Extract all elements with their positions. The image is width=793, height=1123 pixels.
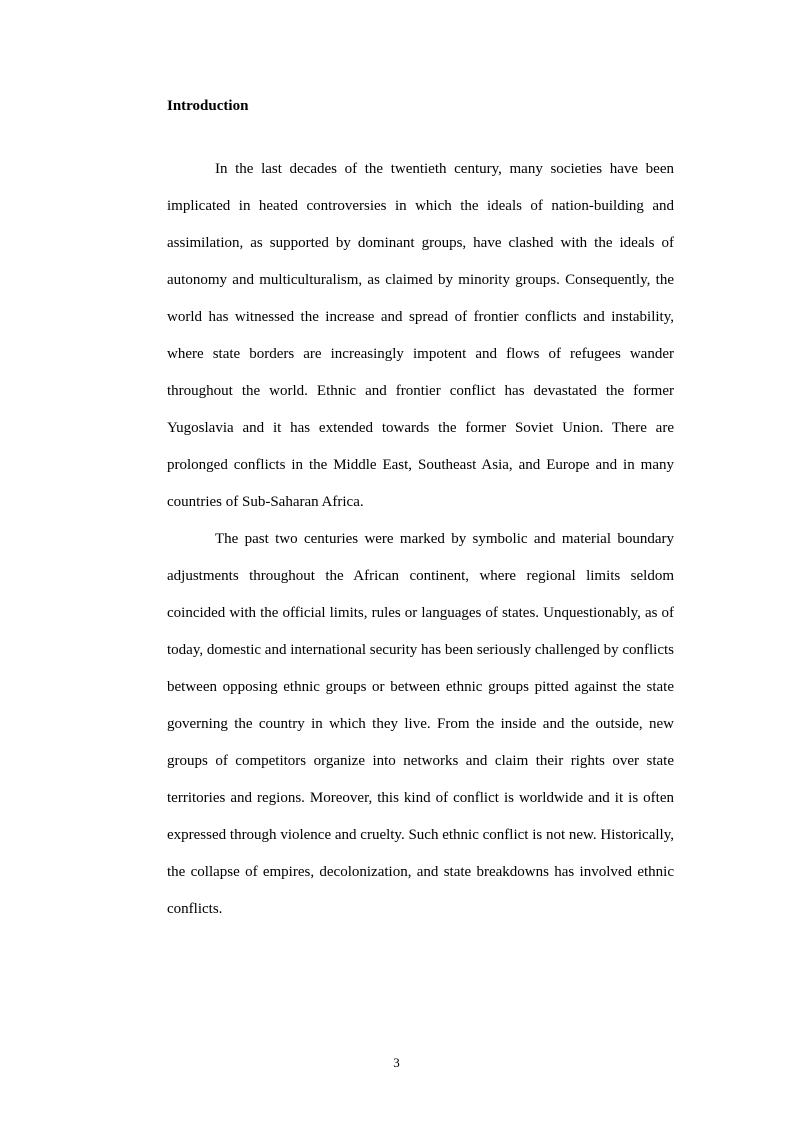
body-text	[167, 151, 674, 928]
section-heading: Introduction	[167, 98, 249, 114]
paragraph-1: In the last decades of the twentieth century, many societies have been implicated in heated controversies in which the ideals of nation-building and assimilation, as supported by dominant groups, have clashed with the ideals of autonomy and multiculturalism, as claimed by minority groups. Consequently, the world has witnessed the increase and spread of frontier conflicts and instability, where state borders are increasingly impotent and flows of refugees wander throughout the world. Ethnic and frontier conflict has devastated the former Yugoslavia and it has extended towards the former Soviet Union. There are prolonged conflicts in the Middle East, Southeast Asia, and Europe and in many countries of Sub-Saharan Africa.	[167, 161, 674, 510]
paragraph-2: The past two centuries were marked by symbolic and material boundary adjustments throughout the African continent, where regional limits seldom coincided with the official limits, rules or languages of states. Unquestionably, as of today, domestic and international security has been seriously challenged by conflicts between opposing ethnic groups or between ethnic groups pitted against the state governing the country in which they live. From the inside and the outside, new groups of competitors organize into networks and claim their rights over state territories and regions. Moreover, this kind of conflict is worldwide and it is often expressed through violence and cruelty. Such ethnic conflict is not new. Historically, the collapse of empires, decolonization, and state breakdowns has involved ethnic conflicts.	[167, 531, 674, 917]
page-number: 3	[393, 1055, 400, 1070]
